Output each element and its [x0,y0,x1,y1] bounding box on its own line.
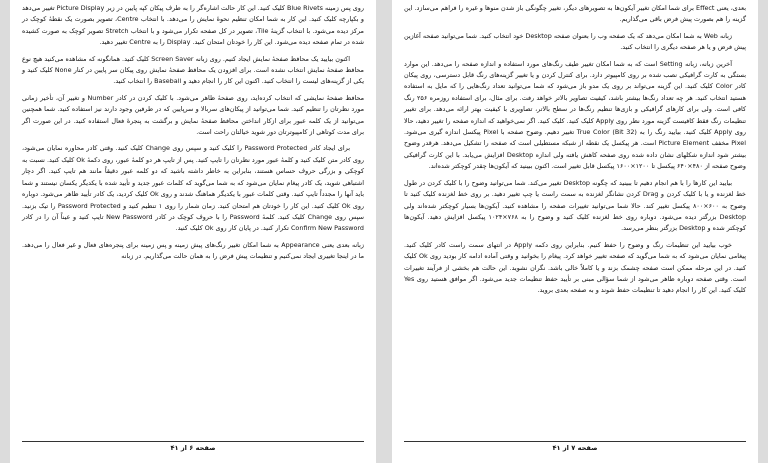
right-page [392,0,758,463]
right-paragraph-3: آخرین زبانه، زبانه Setting است که به شما امکان تغییر طیف رنگ‌های مورد استفاده و اندازه صفحه را می‌دهد. این موارد بستگی به کارت گرافیکی نصب شده بر روی کامپیوتر دارد. برای کنترل کردن و یا تغییر گزینه‌های رنگ قابل دسترسی، روی پیکان کادر Color کلیک کنید. این گزینه می‌تواند بر روی یک مدو باز می‌شود که شما می‌توانید تعداد رنگ‌هایی را که مایل به استفاده هستید انتخاب کنید. هر چه تعداد رنگ‌ها بیشتر باشد، کیفیت تصاویر بالاتر خواهد رفت. برای مثال، برای استفاده روزمره ۲۵۶ رنگ کافی است. ولی برای کارهای گرافیکی و بازی‌ها تنظیم رنگ‌ها در سطح بالاتر، تصاویری با کیفیت بهتر ارائه می‌دهد. برای تغییر تنظیمات رنگ فقط کافیست گزینه مورد نظر روی Apply کلیک کنید. کلیک کنید. اگر نمی‌خواهید که اندازه صفحه را تغییر دهید، حالا روی Apply کلیک کنید. بیایید رنگ را به (32 Bit) True Color تغییر دهیم. وضوح صفحه با Pixel پیکسل اندازه گیری می‌شود. Pixel مخفف Picture Element است. هر پیکسل یک نقطه از شبکه مستطیلی است که صفحه را تشکیل می‌دهد. هرقدر وضوح بیشتر شود اندازه شکلهای نشان داده شده روی صفحه کاهش یافته ولی اندازه Desktop افزایش می‌یابد. با این کارت گرافیکی وضوح صفحه از ۴۸۰×۶۴۰ پیکسل تا ۱۲۰۰×۱۶۰۰ پیکسل قابل تغییر است. اکنون ببینید که آیکون‌ها چقدر کوچکتر شده‌اند. [404,59,747,171]
left-paragraph-4: برای ایجاد کادر Password Protected را کلیک کنید و سپس روی Change کلیک کنید. وقتی کادر محاوره نمایان می‌شود، روی کادر متن کلیک کنید و کلمهٔ عبور مورد نظرتان را تایپ کنید. پس از تایپ هر دو کلمهٔ عبور، روی دکمهٔ Ok کلیک کنید. نسبت به کوچکی و بزرگی حروف حساس هستند، بنابراین به خاطر داشته باشید که دو کلمه عبور دقیقاً مانند هم تایپ کنید. اگر دچار اشتباهی شوید، یک کادر پیغام نمایان می‌شود که به شما می‌گوید که کلمات عبور جدید و تأیید شده با یکدیگر یکسان نیستند و شما باید آنها را مجدداً تایپ کنید. وقتی کلمات عبور با یکدیگر هماهنگ شدند و روی Ok کلیک کردید، یک کادر تأیید ظاهر می‌شود. دوباره روی Ok کلیک کنید. این کار را خودتان هم امتحان کنید. زمان شمار را روی ۱ تنظیم کنید و Password Protected را تیک بزنید. سپس روی Change کلیک کنید. کلمهٔ Password را با حروف کوچک در کادر New Password تایپ کنید و عیناً آن را در کادر Confirm New Password تکرار کنید. در پایان کار روی Ok کلیک کنید. [22,144,365,233]
left-paragraph-2: اکنون بیایید یک محافظ صفحهٔ نمایش ایجاد کنیم. روی زبانه Screen Saver کلیک کنید. همانگونه که مشاهده می‌کنید هیچ نوع محافظ صفحهٔ نمایش انتخاب نشده است. برای افزودن یک محافظ صفحهٔ نمایش روی پیکان سر پایین در کنار None کلیک کنید و یکی از گزینه‌های لیست را انتخاب کنید. اکنون این کار را انجام دهید و Baseball را انتخاب کنید. [22,54,364,86]
right-footer-divider [404,441,746,442]
left-footer-divider [22,441,364,442]
left-paragraph-3: محافظ صفحهٔ نمایشی که انتخاب کرده‌اید، روی صفحهٔ ظاهر می‌شود. با کلیک کردن در کادر Number و تغییر آن، تأخیر زمانی مورد نظرتان را تنظیم کنید. شما می‌توانید از پیکان‌های سربالا و سرپایین که در طرفین وجود دارند نیز استفاده کنید. شما همچنین می‌توانید از یک کلمه عبور برای ازکار انداختن محافظ صفحهٔ نمایش و برگشت به پنجرهٔ فعال استفاده کنید. در این صورت اگر برای مدت کوتاهی از کامپیوترتان دور شوید خیالتان راحت است. [22,93,365,137]
right-paragraph-2: زبانه Web به شما امکان می‌دهد که یک صفحه وب را بعنوان صفحه Desktop خود انتخاب کنید. شما می‌توانید صفحه آغازین پیش فرض و یا هر صفحه دیگری را انتخاب کنید. [404,31,746,52]
right-page-number: صفحه ۷ از ۴۱ [552,444,598,452]
left-page-number: صفحه ۶ از ۴۱ [170,444,216,452]
right-paragraph-5: خوب بیایید این تنظیمات رنگ و وضوح را حفظ کنیم. بنابراین روی دکمه Apply در انتهای سمت راست کادر کلیک کنید. پیغامی نمایان می‌شود که به شما می‌گوید که صفحه تغییر خواهد کرد. پیغام را بخوانید و وقتی آماده ادامه کار بودید روی Ok کلیک کنید. در این مرحله ممکن است صفحه چشمک بزند و یا کاملاً خالی باشد. نگران نشوید. این حالت هم بخشی از فرآیند تغییرات است. وقتی صفحه دوباره ظاهر می‌شود از شما سؤالی مبنی بر تأیید حفظ تنظیمات جدید می‌شود. اگر موافق هستید روی Yes کلیک کنید. این کار را انجام دهید تا تنظیمات حفظ شوند و به صفحه بعدی بروید. [404,240,747,295]
left-page [10,0,376,463]
right-paragraph-4: بیایید این کارها را با هم انجام دهیم تا ببینید که چگونه Desktop تغییر می‌کند. شما می‌توانید وضوح را با کلیک کردن در طول خط لغزنده و یا با کلیک کردن و Drag کردن نشانگر لغزنده به سمت راست یا چپ تغییر دهید. بر روی خط لغزنده کلیک کنید تا وضوح به ۶۰۰×۸۰۰ پیکسل تغییر کند. حالا شما می‌توانید تغییرات صفحه را مشاهده کنید. آیکون‌ها بسیار کوچکتر شده‌اند ولی Desktop بزرگتر دیده می‌شود. دوباره روی خط لغزنده کلیک کنید و وضوح را به ۷۶۸×۱۰۲۴ پیکسل افزایش دهید. آیکون‌ها کوچکتر شده و Desktop بزرگتر بنظر می‌رسد. [404,178,746,233]
right-paragraph-1: بعدی، یعنی Effect برای شما امکان تغییر آیکون‌ها به تصویرهای دیگر، تغییر چگونگی باز شدن منوها و غیره را فراهم می‌سازد. این گزینه را هم بصورت پیش فرض باقی می‌گذاریم. [404,4,746,24]
left-paragraph-5: زبانه بعدی یعنی Appearance به شما امکان تغییر رنگ‌های پیش زمینه و پس زمینه برای پنجره‌های فعال و غیر فعال را می‌دهد. ما در اینجا تغییری ایجاد نمی‌کنیم و تنظیمات پیش فرض را به همان حالت می‌گذاریم. در زبانه [22,240,364,261]
left-paragraph-1: روی پس زمینه Blue Rivets کلیک کنید. این کار حالت اشاره‌گر را به طرف پیکان کپه پایین در زیر Picture Display تغییر می‌دهد و بکپارچه کلیک کنید. این کار به شما امکان تنظیم نحوهٔ نمایش را می‌دهد. با انتخاب Centre، تصویر بصورت یک نقطهٔ کوچک در مرکز دیده می‌شود. با انتخاب گزینهٔ Tile، تصویر در کل صفحه تکرار می‌شود و با انتخاب Stretch تصویر کوچک به صورت کشیده شده در تمام صفحه دیده می‌شود. این کار را خودتان امتحان کنید. Display را به Centre تغییر دهید. [22,4,364,47]
